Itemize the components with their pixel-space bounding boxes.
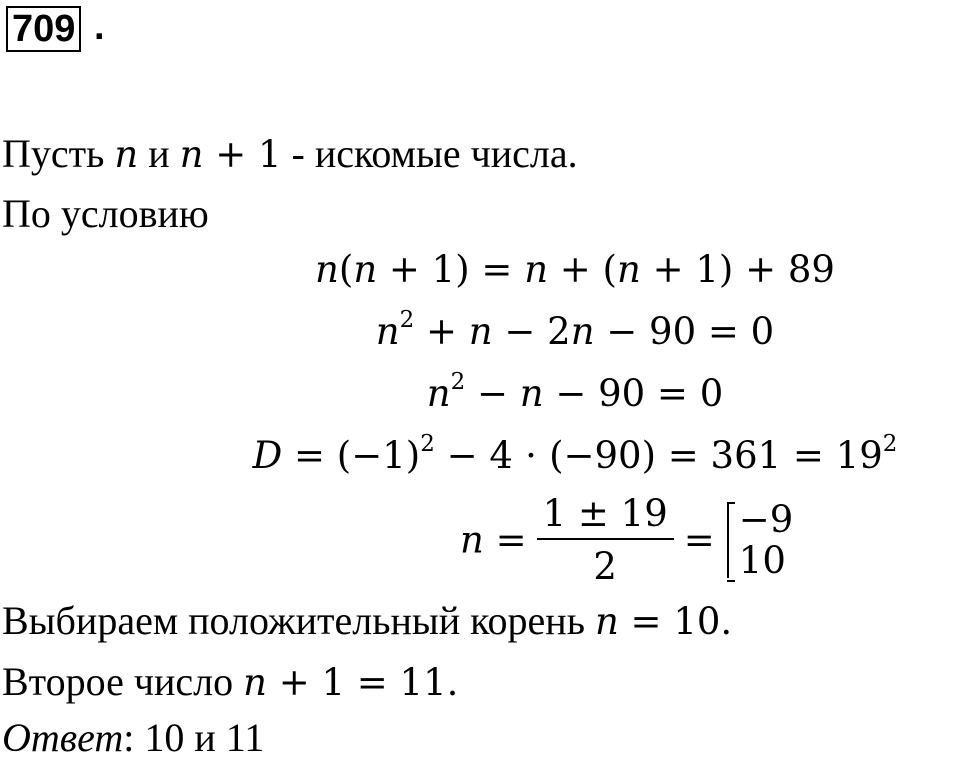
choose-line — [2, 598, 733, 643]
intro-var-n2: n — [179, 133, 204, 176]
intro-text-end: - искомые числа. — [281, 131, 578, 176]
eq1-n4: n — [617, 248, 641, 291]
eq2-exponent: 2 — [399, 307, 415, 334]
eq3-exponent: 2 — [450, 369, 466, 396]
eq1-open: ( — [338, 248, 354, 291]
eq4-exponent1: 2 — [420, 431, 435, 458]
eq2-n2: n — [468, 310, 493, 353]
eq1-n2: n — [353, 248, 378, 291]
equation-3 — [0, 369, 960, 415]
answer-text: : 10 и 11 — [123, 715, 265, 760]
roots-fraction — [537, 492, 674, 588]
eq1-part2: + ( — [548, 248, 617, 291]
second-var-n: n — [243, 661, 267, 704]
intro-expr: + 1 — [203, 133, 282, 176]
eq5-equals2: = — [683, 518, 715, 562]
root-values — [739, 499, 794, 582]
fraction-numerator: 1 ± 19 — [537, 495, 674, 540]
eq2-n3: n — [570, 310, 595, 353]
eq2-plus: + — [414, 310, 469, 353]
eq1-n: n — [315, 248, 339, 291]
intro-var-n: n — [114, 133, 139, 176]
eq1-part: + 1) = — [377, 248, 525, 291]
equation-1 — [0, 248, 960, 291]
eq5-equals: = — [483, 518, 527, 562]
second-text: Второе число — [2, 659, 244, 704]
choose-var-n: n — [594, 600, 619, 643]
eq1-part3: + 1) + 89 — [640, 248, 835, 291]
fraction-denominator: 2 — [593, 545, 617, 588]
eq3-n: n — [426, 372, 451, 415]
second-number-line — [2, 659, 459, 704]
eq2-rest: − 90 = 0 — [594, 310, 775, 353]
intro-conjunction: и — [138, 131, 180, 176]
equation-roots — [460, 492, 794, 588]
second-expr: + 1 = 11. — [266, 661, 459, 704]
eq3-n2: n — [519, 372, 544, 415]
root-1: −9 — [738, 497, 794, 541]
eq1-n3: n — [524, 248, 549, 291]
root-set-bracket — [721, 498, 739, 582]
eq3-minus: − — [465, 372, 520, 415]
intro-text-start: Пусть — [2, 131, 115, 176]
equation-2 — [0, 307, 960, 353]
eq3-rest: − 90 = 0 — [543, 372, 724, 415]
root-2: 10 — [738, 539, 786, 582]
problem-number-dot: . — [94, 6, 105, 48]
choose-text: Выбираем положительный корень — [2, 598, 595, 643]
equation-discriminant — [0, 431, 960, 477]
answer-line — [2, 715, 265, 760]
problem-number: 709 — [6, 6, 81, 52]
eq4-exponent2: 2 — [882, 431, 898, 458]
eq4-d: D — [252, 434, 283, 477]
eq2-minus: − 2 — [492, 310, 571, 353]
choose-expr: = 10. — [618, 600, 733, 643]
eq5-n: n — [460, 518, 484, 562]
eq4-part1: = (−1) — [282, 434, 421, 477]
answer-label: Ответ — [2, 715, 124, 760]
intro-line — [2, 131, 578, 176]
eq2-n: n — [375, 310, 400, 353]
eq4-part2: − 4 ⋅ (−90) = 361 = 19 — [434, 434, 883, 477]
condition-label: По условию — [2, 191, 209, 236]
